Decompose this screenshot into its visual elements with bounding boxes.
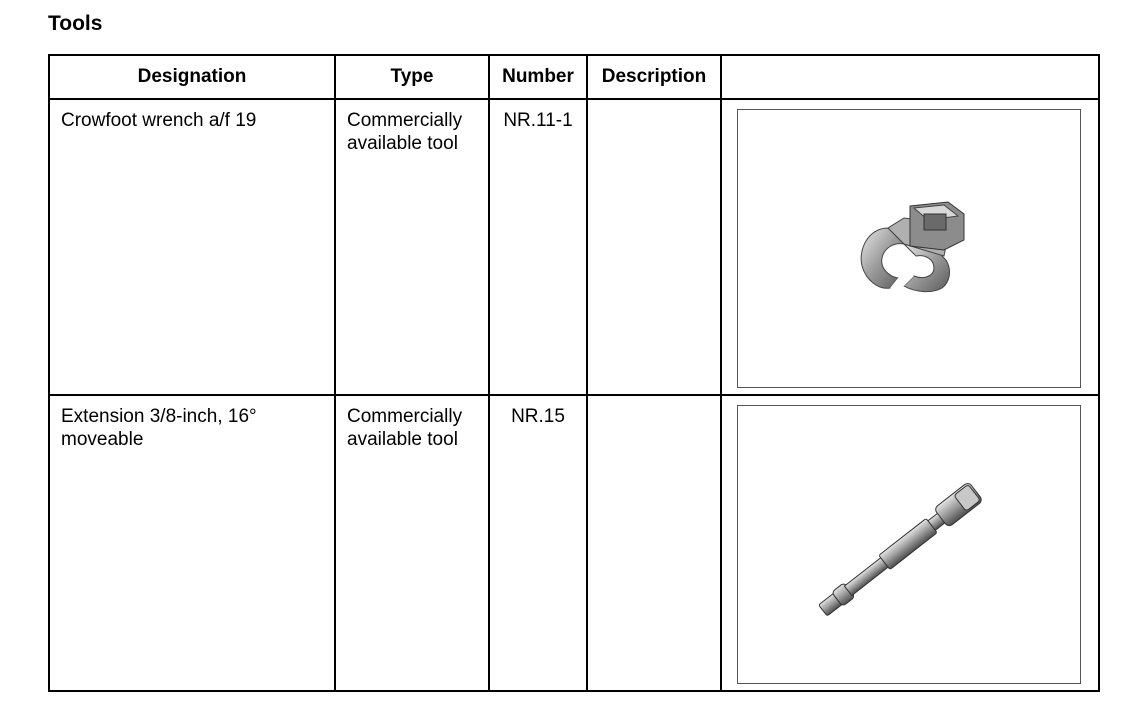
- number-cell: [489, 395, 587, 691]
- tool-image: [737, 405, 1081, 684]
- type-line: available tool: [347, 429, 458, 450]
- table-row: [49, 395, 1099, 691]
- designation-cell: [49, 99, 335, 395]
- section-title: Tools: [48, 12, 103, 35]
- header-type: Type: [335, 55, 489, 99]
- type-line: Commercially: [347, 406, 463, 427]
- tools-table: [48, 54, 1100, 692]
- table-row: [49, 99, 1099, 395]
- type-cell: [335, 99, 489, 395]
- description-cell: [587, 395, 721, 691]
- type-line: available tool: [347, 133, 458, 154]
- type-line: Commercially: [347, 110, 463, 131]
- header-image: [721, 55, 1099, 99]
- description-cell: [587, 99, 721, 395]
- extension-bar-icon: [738, 406, 1080, 683]
- header-description: Description: [587, 55, 721, 99]
- header-designation: Designation: [49, 55, 335, 99]
- image-cell: [721, 99, 1099, 395]
- designation-text: Crowfoot wrench a/f 19: [61, 110, 257, 131]
- description-text: [588, 396, 720, 405]
- crowfoot-wrench-icon: [738, 110, 1080, 387]
- type-cell: [335, 395, 489, 691]
- designation-cell: [49, 395, 335, 691]
- image-cell: [721, 395, 1099, 691]
- designation-line: moveable: [61, 429, 144, 450]
- designation-line: Extension 3/8-inch, 16°: [61, 406, 257, 427]
- number-text: NR.15: [511, 406, 565, 427]
- header-number: Number: [489, 55, 587, 99]
- table-header-row: [49, 55, 1099, 99]
- tool-image: [737, 109, 1081, 388]
- description-text: [588, 100, 720, 109]
- number-text: NR.11-1: [503, 110, 573, 131]
- number-cell: [489, 99, 587, 395]
